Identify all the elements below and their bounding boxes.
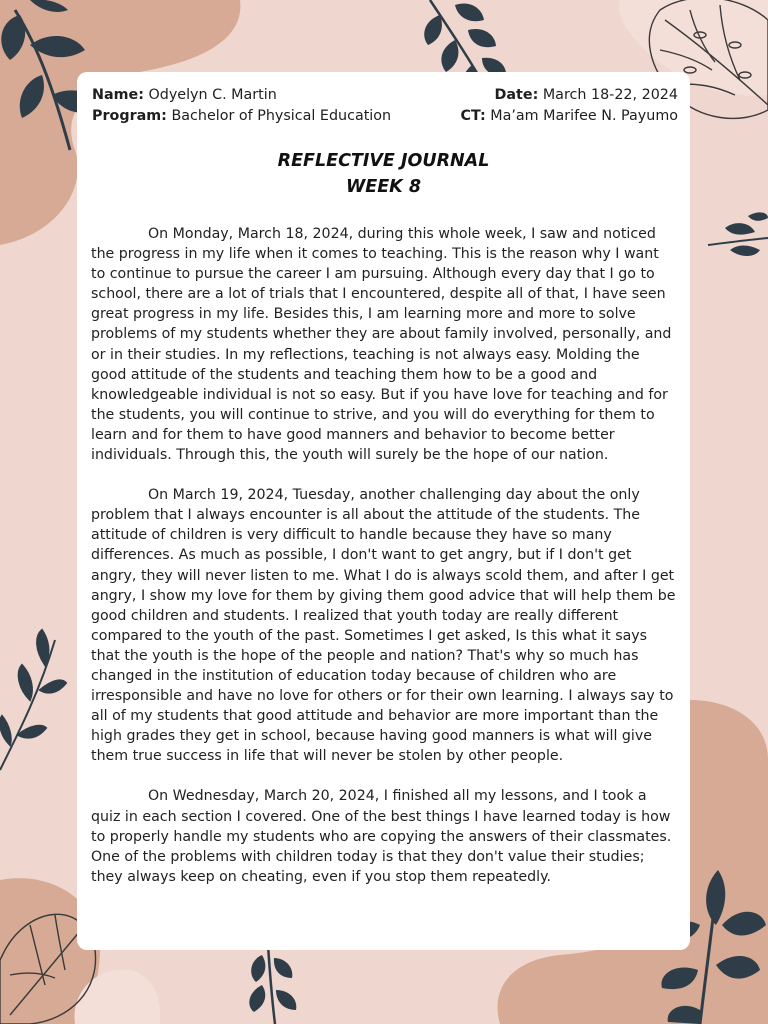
ct-row <box>461 106 678 127</box>
leaf-branch-right-middle-icon <box>708 212 768 256</box>
program-value: Bachelor of Physical Education <box>171 108 392 124</box>
date-info <box>461 85 678 127</box>
date-label: Date: <box>494 87 539 103</box>
paragraph-monday: On Monday, March 18, 2024, during this whole week, I saw and noticed the progress in my life when it comes to teaching. This is the reason why I want to continue to pursue the career I am pursuing. Although every day that I go to school, there are a lot of trials that I encountered, despite all of that, I have seen great progress in my life. Besides this, I am learning more and more to solve problems of my students whether they are about family involved, personally, and or in their studies. In my reflections, teaching is not always easy. Molding the good attitude of the students and teaching them how to be a good and knowledgeable individual is not so easy. But if you have love for teaching and for the students, you will continue to strive, and you will do everything for them to learn and for them to have good manners and behavior to become better individuals. Through this, the youth will surely be the hope of our nation. <box>91 226 672 464</box>
ct-value: Ma’am Marifee N. Payumo <box>490 108 678 124</box>
leaf-branch-left-middle-icon <box>0 630 66 770</box>
paragraph-wednesday: On Wednesday, March 20, 2024, I finished all my lessons, and I took a quiz in each section I covered. One of the best things I have learned today is how to properly handle my students who are copying the answers of their classmates. One of the problems with children today is that they don't value their studies; they always keep on cheating, even if you stop them repeatedly. <box>91 788 672 885</box>
date-value: March 18-22, 2024 <box>542 87 678 103</box>
program-label: Program: <box>92 108 167 124</box>
journal-body <box>91 224 676 907</box>
date-row <box>461 85 678 106</box>
document-title: REFLECTIVE JOURNAL <box>277 151 490 171</box>
name-value: Odyelyn C. Martin <box>148 87 277 103</box>
student-info <box>92 85 391 127</box>
name-label: Name: <box>92 87 144 103</box>
paragraph-tuesday: On March 19, 2024, Tuesday, another challenging day about the only problem that I always encounter is all about the attitude of the students. The attitude of children is very difficult to handle because they have so many differences. As much as possible, I don't want to get angry, but if I don't get angry, they will never listen to me. What I do is always scold them, and after I get angry, I show my love for them by giving them good advice that will help them be good children and students. I realized that youth today are really different compared to the youth of the past. Sometimes I get asked, Is this what it says that the youth is the hope of the people and nation? That's why so much has changed in the institution of education today because of children who are irresponsible and have no love for others or for their own learning. I always say to all of my students that good attitude and behavior are more important than the high grades they get in school, because having good manners is what will give them true success in life that will never be stolen by other people. <box>91 487 676 765</box>
program-row <box>92 106 391 127</box>
leaf-branch-bottom-center-icon <box>249 945 296 1024</box>
week-subtitle: WEEK 8 <box>345 177 422 197</box>
ct-label: CT: <box>460 108 486 124</box>
name-row <box>92 85 391 106</box>
